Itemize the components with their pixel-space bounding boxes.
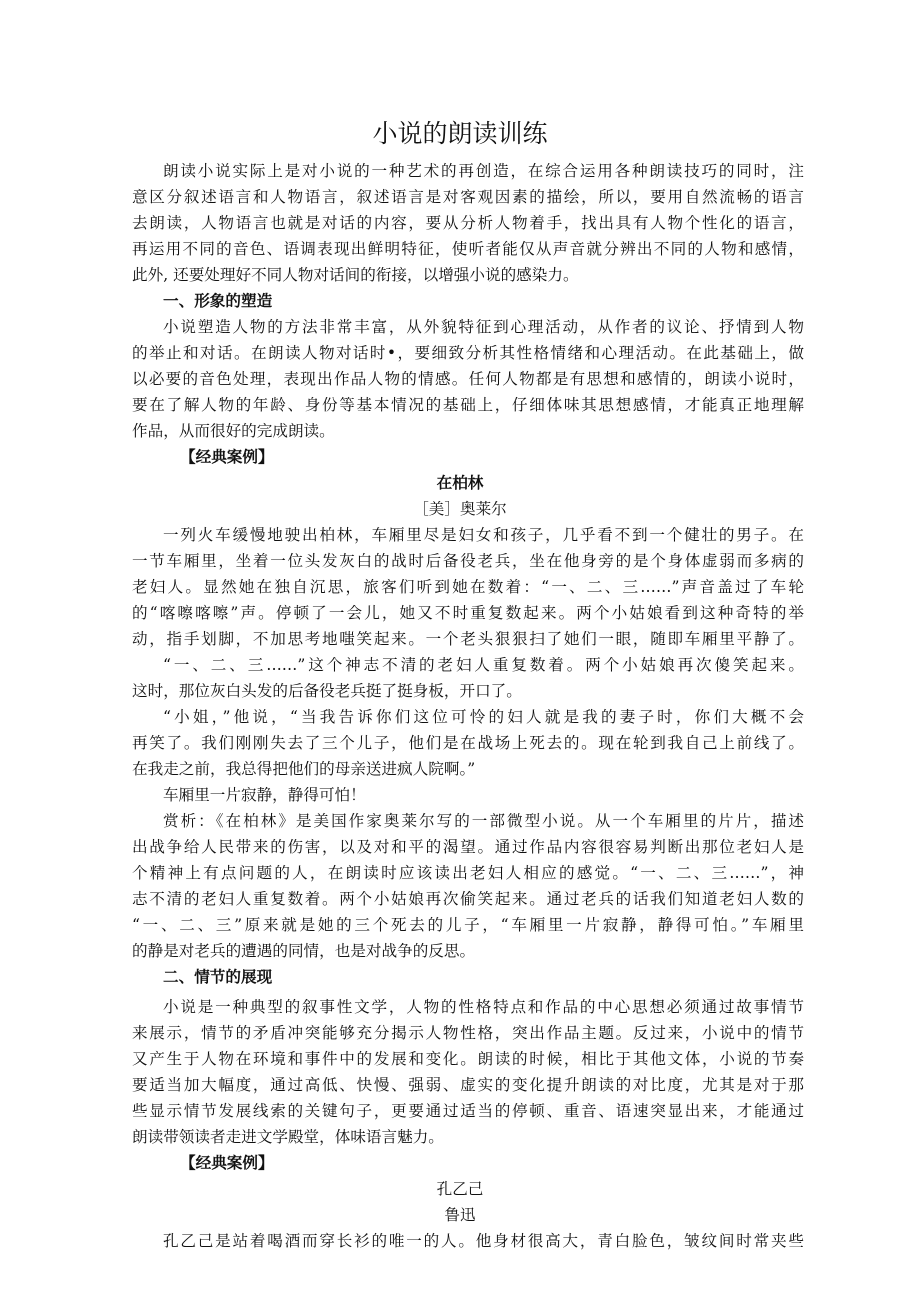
story-title: 在柏林: [436, 474, 484, 492]
story-line: 一列火车缓慢地驶出柏林，车厢里尽是妇女和孩子，几乎看不到一个健壮的男子。在: [163, 526, 804, 544]
intro-line: 再运用不同的音色、语调表现出鲜明特征，使听者能仅从声音就分辨出不同的人物和感情，: [132, 240, 804, 258]
section2-line: 些显示情节发展线索的关键句子，更要通过适当的停顿、重音、语速突显出来，才能通过: [132, 1102, 804, 1120]
section2-line: 朗读带领读者走进文学殿堂，体味语言魅力。: [132, 1128, 444, 1146]
analysis-line: 出战争给人民带来的伤害，以及对和平的渴望。通过作品内容很容易判断出那位老妇人是: [132, 838, 804, 856]
intro-line: 意区分叙述语言和人物语言，叙述语言是对客观因素的描绘，所以，要用自然流畅的语言: [132, 188, 804, 206]
section1-line: 作品，从而很好的完成朗读。: [132, 422, 335, 440]
intro-line: 朗读小说实际上是对小说的一种艺术的再创造，在综合运用各种朗读技巧的同时，注: [163, 162, 804, 180]
story-line: 这时，那位灰白头发的后备役老兵挺了挺身板，开口了。: [132, 682, 522, 700]
section2-line: 来展示，情节的矛盾冲突能够充分揭示人物性格，突出作品主题。反过来，小说中的情节: [132, 1024, 804, 1042]
intro-line: 此外, 还要处理好不同人物对话间的衔接，以增强小说的感染力。: [132, 266, 579, 284]
case-label: 【经典案例】: [180, 448, 274, 466]
analysis-line: 赏析：《在柏林》是美国作家奥莱尔写的一部微型小说。从一个车厢里的片片，描述: [163, 812, 804, 830]
story-author: ［美］奥莱尔: [413, 500, 507, 518]
section1-line: 要在了解人物的年龄、身份等基本情况的基础上，仔细体味其思想感情，才能真正地理解: [132, 396, 804, 414]
section1-line: 的举止和对话。在朗读人物对话时•，要细致分析其性格情绪和心理活动。在此基础上，做: [132, 344, 804, 362]
story-line: “一、二、三……”这个神志不清的老妇人重复数着。两个小姑娘再次傻笑起来。: [163, 656, 804, 674]
story-line: 动，指手划脚，不加思考地嗤笑起来。一个老头狠狠扫了她们一眼，随即车厢里平静了。: [132, 630, 804, 648]
story-line: 在我走之前，我总得把他们的母亲送进疯人院啊。”: [132, 760, 476, 778]
analysis-line: 的静是对老兵的遭遇的同情，也是对战争的反思。: [132, 942, 476, 960]
section1-line: 小说塑造人物的方法非常丰富，从外貌特征到心理活动，从作者的议论、抒情到人物: [163, 318, 804, 336]
intro-line: 去朗读，人物语言也就是对话的内容，要从分析人物着手，找出具有人物个性化的语言，: [132, 214, 804, 232]
analysis-line: 个精神上有点问题的人，在朗读时应该读出老妇人相应的感觉。“一、二、三……”，神: [132, 864, 804, 882]
analysis-line: 志不清的老妇人重复数着。两个小姑娘再次偷笑起来。通过老兵的话我们知道老妇人数的: [132, 890, 804, 908]
story-author: 鲁迅: [444, 1206, 476, 1224]
story-title: 孔乙己: [436, 1180, 484, 1198]
analysis-line: “一、二、三”原来就是她的三个死去的儿子，“车厢里一片寂静，静得可怕。”车厢里: [132, 916, 804, 934]
section-heading: 一、形象的塑造: [163, 292, 273, 310]
story-line: 的“喀嚓喀嚓”声。停顿了一会儿，她又不时重复数起来。两个小姑娘看到这种奇特的举: [132, 604, 804, 622]
section2-line: 小说是一种典型的叙事性文学，人物的性格特点和作品的中心思想必须通过故事情节: [163, 998, 804, 1016]
page-title: 小说的朗读训练: [372, 119, 548, 148]
section2-line: 要适当加大幅度，通过高低、快慢、强弱、虚实的变化提升朗读的对比度，尤其是对于那: [132, 1076, 804, 1094]
story-line: 孔乙己是站着喝酒而穿长衫的唯一的人。他身材很高大，青白脸色，皱纹间时常夹些: [163, 1232, 804, 1250]
section2-line: 又产生于人物在环境和事件中的发展和变化。朗读的时候，相比于其他文体，小说的节奏: [132, 1050, 804, 1068]
story-line: 一节车厢里，坐着一位头发灰白的战时后备役老兵，坐在他身旁的是个身体虚弱而多病的: [132, 552, 804, 570]
story-line: 老妇人。显然她在独自沉思，旅客们听到她在数着：“一、二、三……”声音盖过了车轮: [132, 578, 804, 596]
story-line: 车厢里一片寂静，静得可怕！: [163, 786, 366, 804]
story-line: 再笑了。我们刚刚失去了三个儿子，他们是在战场上死去的。现在轮到我自己上前线了。: [132, 734, 804, 752]
section-heading: 二、情节的展现: [163, 968, 273, 986]
section1-line: 以必要的音色处理，表现出作品人物的情感。任何人物都是有思想和感情的，朗读小说时，: [132, 370, 804, 388]
story-line: “小姐，”他说，“当我告诉你们这位可怜的妇人就是我的妻子时，你们大概不会: [163, 708, 804, 726]
case-label: 【经典案例】: [180, 1154, 274, 1172]
